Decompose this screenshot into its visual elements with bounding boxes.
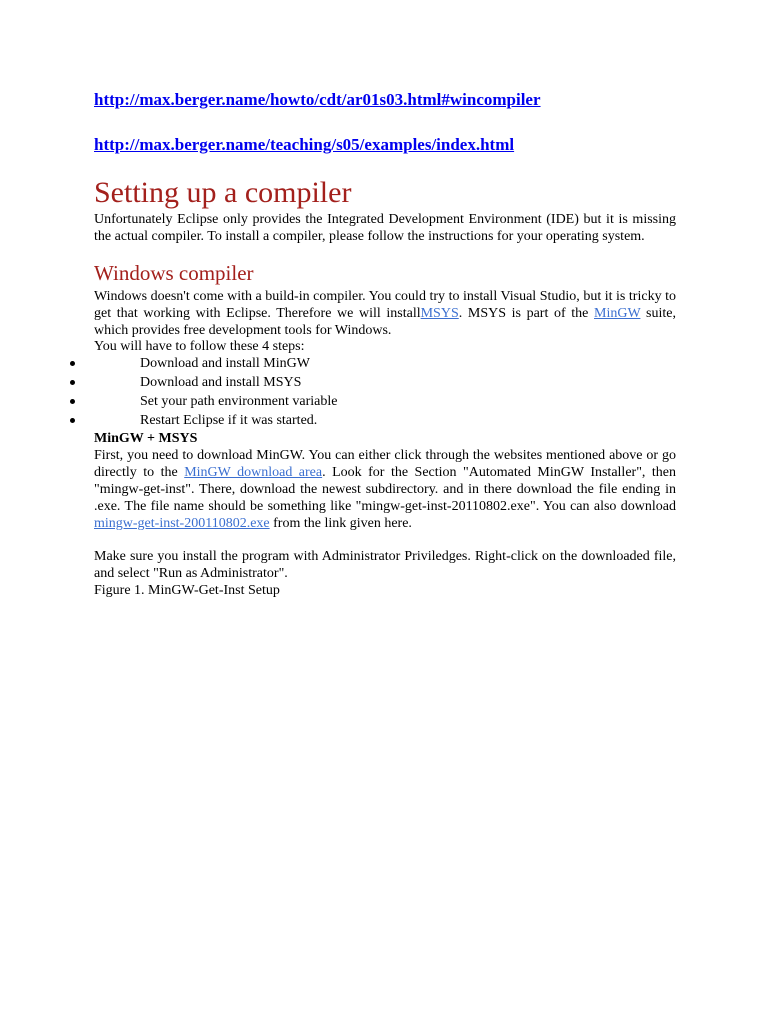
mingw-msys-subheading: MinGW + MSYS: [94, 431, 198, 446]
windows-text-1: Windows doesn't come with a build-in compiler. You could try to install Visual Studio, but it is tricky to get that working with Eclipse. Therefore we will install: [94, 289, 676, 321]
windows-text-2: . MSYS is part of the: [458, 306, 594, 321]
setting-up-compiler-heading: Setting up a compiler: [94, 176, 352, 209]
bullet-icon: [70, 399, 75, 404]
examples-url-link[interactable]: http://max.berger.name/teaching/s05/examples/index.html: [94, 135, 515, 154]
windows-text-3: suite, which provides free development tools for Windows.: [94, 306, 676, 338]
step-label: Set your path environment variable: [140, 394, 338, 409]
steps-intro: You will have to follow these 4 steps:: [94, 339, 305, 354]
mingw-link[interactable]: MinGW: [594, 306, 641, 321]
first-text-2: . Look for the Section "Automated MinGW Installer", then "mingw-get-inst". There, download the newest subdirectory. and in there download the file ending in .exe. The file name should be something like "mingw-get-inst-20110802.exe". You can also download: [94, 465, 676, 514]
step-label: Restart Eclipse if it was started.: [140, 413, 318, 428]
bullet-icon: [70, 380, 75, 385]
figure-caption: Figure 1. MinGW-Get-Inst Setup: [94, 583, 280, 598]
step-label: Download and install MSYS: [140, 375, 302, 390]
first-text-1: First, you need to download MinGW. You can either click through the websites mentioned above or go directly to the: [94, 448, 676, 480]
msys-link[interactable]: MSYS: [420, 306, 459, 321]
intro-paragraph: Unfortunately Eclipse only provides the Integrated Development Environment (IDE) but it is missing the actual compiler. To install a compiler, please follow the instructions for your operating system.: [94, 212, 676, 244]
wincompiler-url-link[interactable]: http://max.berger.name/howto/cdt/ar01s03.html#wincompiler: [94, 90, 541, 109]
bullet-icon: [70, 361, 75, 366]
windows-compiler-heading: Windows compiler: [94, 261, 254, 285]
bullet-icon: [70, 418, 75, 423]
mingw-get-inst-file-link[interactable]: mingw-get-inst-200110802.exe: [94, 516, 270, 531]
first-text-3: from the link given here.: [269, 516, 412, 531]
windows-paragraph: [94, 288, 676, 339]
first-paragraph: [94, 447, 676, 532]
step-label: Download and install MinGW: [140, 356, 310, 371]
admin-paragraph: Make sure you install the program with Administrator Priviledges. Right-click on the downloaded file, and select "Run as Administrator".: [94, 549, 676, 581]
mingw-download-area-link[interactable]: MinGW download area: [184, 465, 323, 480]
